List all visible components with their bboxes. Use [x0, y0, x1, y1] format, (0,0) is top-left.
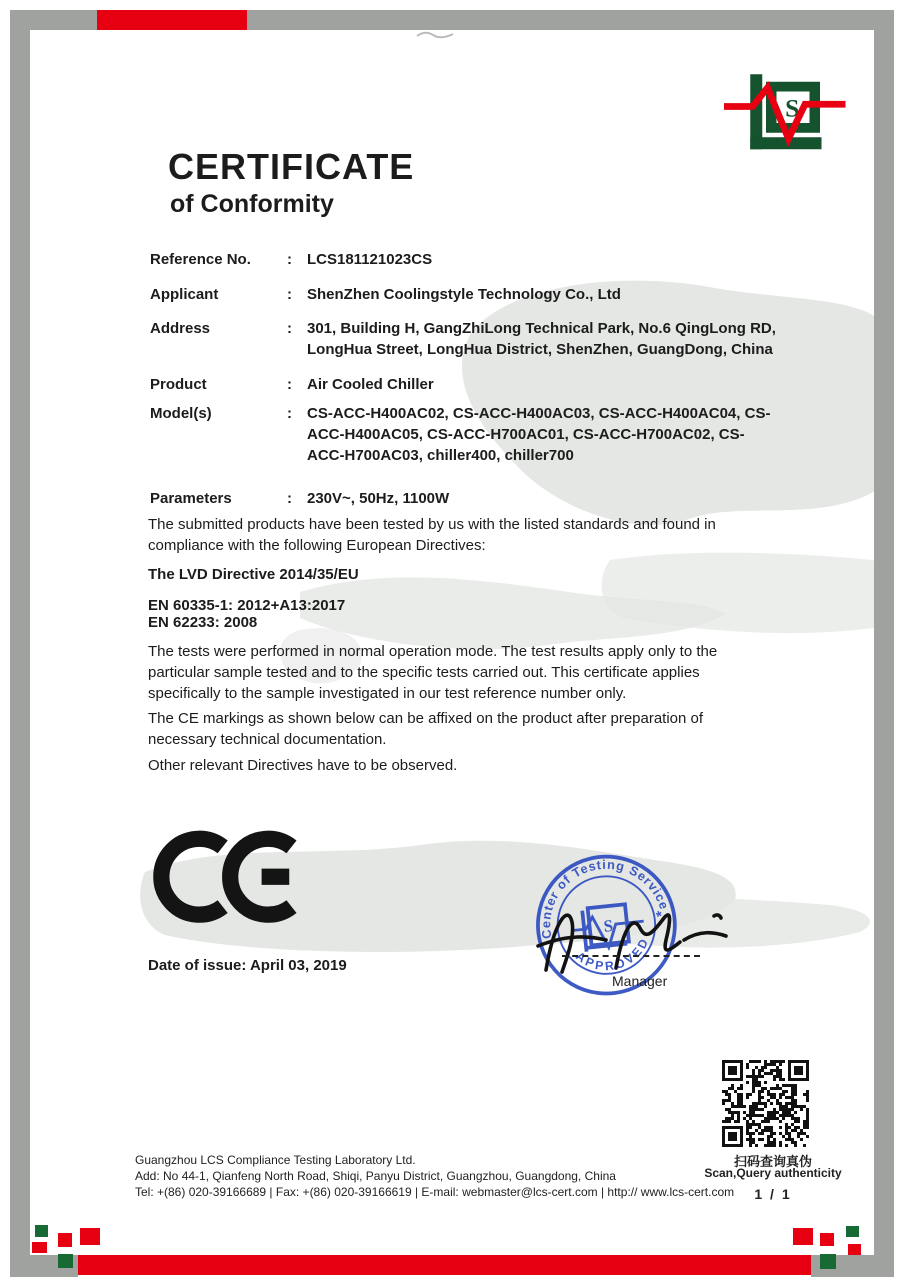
stamp-logo-letter: S — [602, 915, 615, 936]
crop-mark-red — [793, 1228, 813, 1245]
qr-code — [722, 1060, 809, 1147]
certificate-subtitle: of Conformity — [170, 190, 334, 218]
scan-artifact — [415, 28, 455, 42]
standard-line: EN 62233: 2008 — [148, 614, 258, 631]
field-label: Parameters — [150, 490, 232, 507]
crop-mark-green — [35, 1225, 48, 1237]
field-value: LCS181121023CS — [307, 251, 433, 268]
standard-line: EN 60335-1: 2012+A13:2017 — [148, 597, 346, 614]
field-value: ShenZhen Coolingstyle Technology Co., Ltd — [307, 286, 621, 303]
field-row-reference: Reference No. : LCS181121023CS — [150, 249, 782, 270]
scan-label-en: Scan,Query authenticity — [704, 1166, 842, 1180]
ce-mark-icon — [144, 808, 312, 946]
scan-label-cn: 扫码查询真伪 — [733, 1154, 812, 1169]
logo-letter: S — [785, 93, 800, 123]
field-row-models: Model(s) : CS-ACC-H400AC02, CS-ACC-H400AC03, CS-ACC-H400AC04, CS-ACC-H400AC05, CS-ACC-H700AC01, CS-ACC-H700AC02, CS-ACC-H700AC03, chiller400, chiller700 — [150, 403, 782, 466]
field-label: Reference No. — [150, 251, 251, 268]
crop-mark-green — [58, 1254, 73, 1268]
field-row-product: Product : Air Cooled Chiller — [150, 374, 782, 395]
intro-paragraph: The submitted products have been tested by us with the listed standards and found in compliance with the following European Directives: — [148, 516, 716, 554]
crop-mark-green — [820, 1254, 836, 1269]
field-value: 301, Building H, GangZhiLong Technical Park, No.6 QingLong RD, LongHua Street, LongHua District, ShenZhen, GuangDong, China — [307, 320, 776, 358]
field-label: Product — [150, 376, 207, 393]
footer-contact: Tel: +(86) 020-39166689 | Fax: +(86) 020-39166619 | E-mail: webmaster@lcs-cert.com | http:// www.lcs-cert.com — [135, 1185, 735, 1199]
stamp-top-text: Center of Testing Service — [539, 857, 672, 940]
other-directives-paragraph: Other relevant Directives have to be observed. — [148, 757, 458, 774]
field-label: Applicant — [150, 286, 219, 303]
bottom-red-bar — [78, 1255, 811, 1275]
field-label: Address — [150, 320, 211, 337]
signature-line — [562, 955, 700, 957]
crop-mark-red — [820, 1233, 834, 1246]
crop-mark-red — [848, 1244, 861, 1255]
field-value: 230V~, 50Hz, 1100W — [307, 490, 450, 507]
field-value: CS-ACC-H400AC02, CS-ACC-H400AC03, CS-ACC-H400AC04, CS-ACC-H400AC05, CS-ACC-H700AC01, CS-ACC-H700AC02, CS-ACC-H700AC03, chiller400, chiller700 — [307, 405, 771, 464]
stamp-bottom-text: APPROVED — [573, 934, 653, 974]
crop-mark-green — [846, 1226, 859, 1237]
frame-right — [874, 10, 894, 1277]
frame-left — [10, 10, 30, 1277]
lcs-logo — [718, 64, 853, 164]
ce-paragraph: The CE markings as shown below can be affixed on the product after preparation of necessary technical documentation. — [148, 710, 704, 748]
footer-company: Guangzhou LCS Compliance Testing Laboratory Ltd. — [135, 1153, 416, 1167]
tests-paragraph: The tests were performed in normal operation mode. The test results apply only to the particular sample tested and to the specific tests carried out. This certificate applies specifically to the sample investigated in our test reference number only. — [148, 643, 718, 702]
field-row-applicant: Applicant : ShenZhen Coolingstyle Technology Co., Ltd — [150, 284, 782, 305]
certificate-title: CERTIFICATE — [168, 146, 415, 187]
stamp-star-right: * — [654, 907, 665, 926]
stamp-star-left: * — [549, 934, 559, 953]
field-row-parameters: Parameters : 230V~, 50Hz, 1100W — [150, 488, 782, 509]
field-value: Air Cooled Chiller — [307, 376, 434, 393]
field-row-address: Address : 301, Building H, GangZhiLong Technical Park, No.6 QingLong RD, LongHua Street, LongHua District, ShenZhen, GuangDong, China — [150, 318, 782, 360]
signer-title: Manager — [612, 973, 668, 989]
page-number: 1 / 1 — [754, 1186, 792, 1202]
directive-line: The LVD Directive 2014/35/EU — [148, 566, 359, 583]
footer-address: Add: No 44-1, Qianfeng North Road, Shiqi, Panyu District, Guangzhou, Guangdong, China — [135, 1169, 616, 1183]
top-red-bar — [97, 10, 247, 30]
field-label: Model(s) — [150, 405, 212, 422]
date-of-issue: Date of issue: April 03, 2019 — [148, 957, 347, 974]
crop-mark-red — [58, 1233, 72, 1247]
crop-mark-red — [80, 1228, 100, 1245]
crop-mark-red — [32, 1242, 47, 1253]
